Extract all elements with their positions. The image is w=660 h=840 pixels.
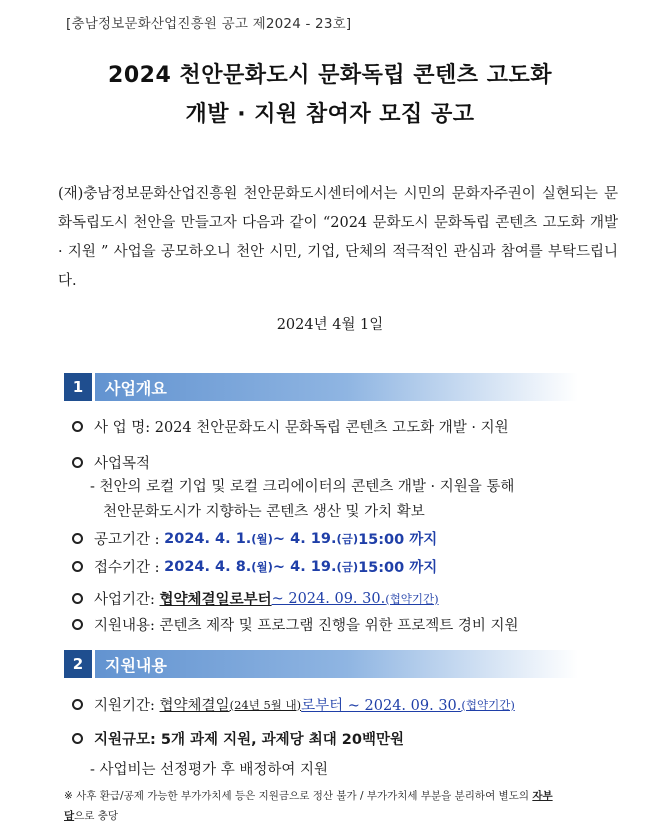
footnote-emphasis-a: 자부 [532,790,553,802]
footnote-prefix: ※ 사후 환급/공제 가능한 부가가치세 등은 지원금으로 정산 불가 / 부가가치세 부분을 분리하여 별도의 [64,790,533,802]
notice-number: [충남정보문화산업진흥원 공고 제2024 - 23호] [66,16,352,32]
project-period-note: (협약기간) [385,591,439,606]
circle-bullet-icon [72,733,83,744]
footnote-suffix: 으로 충당 [74,810,119,822]
support-scale-text: 지원규모: 5개 과제 지원, 과제당 최대 20백만원 [94,732,404,748]
support-note: - 사업비는 선정평가 후 배정하여 지원 [90,762,329,778]
page-title-line2: 개발 · 지원 참여자 모집 공고 [185,102,475,127]
notice-date: 2024년 4월 1일 [276,317,384,333]
list-item-project-period [72,588,439,609]
receipt-period-start: 2024. 4. 8. [164,558,252,575]
section-title: 지원내용 [105,655,167,675]
support-period-note: (협약기간) [461,697,515,712]
intro-paragraph: (재)충남정보문화산업진흥원 천안문화도시센터에서는 시민의 문화자주권이 실현되는 문화독립도시 천안을 만들고자 다음과 같이 “2024 문화도시 문화독립 콘텐츠 고도화 개발 · 지원 ” 사업을 공모하오니 천안 시민, 기업, 단체의 적극적인 관심과 참여를 부탁드립니다. [58,186,618,289]
purpose-label: 사업목적 [94,456,151,472]
project-period-end: ~ 2024. 09. 30. [271,590,386,607]
list-item-notice-period [72,528,437,549]
circle-bullet-icon [72,619,83,630]
circle-bullet-icon [72,421,83,432]
project-name-text: 사 업 명: 2024 천안문화도시 문화독립 콘텐츠 고도화 개발 · 지원 [94,420,509,436]
notice-period-day-end: (금) [336,531,359,546]
receipt-period-day-end: (금) [336,559,359,574]
project-period-start: 협약체결일로부터 [159,592,272,608]
circle-bullet-icon [72,699,83,710]
circle-bullet-icon [72,533,83,544]
notice-period-start: 2024. 4. 1. [164,530,252,547]
purpose-line-1: - 천안의 로컬 기업 및 로컬 크리에이터의 콘텐츠 개발 · 지원을 통해 [90,479,515,495]
list-item-support-content [72,614,519,635]
support-period-end: 로부터 ~ 2024. 09. 30. [301,698,462,714]
section-number: 1 [64,373,95,401]
support-period-label: 지원기간: [94,698,155,714]
notice-period-label: 공고기간 : [94,532,160,548]
list-item-project-name [72,416,509,437]
section-number: 2 [64,650,95,678]
notice-period-end: ~ 4. 19. [272,530,337,547]
footnote-emphasis-b: 담 [64,810,75,822]
circle-bullet-icon [72,561,83,572]
footnote [64,786,604,826]
circle-bullet-icon [72,457,83,468]
support-content-text: 지원내용: 콘텐츠 제작 및 프로그램 진행을 위한 프로젝트 경비 지원 [94,618,519,634]
list-item-support-scale [72,728,404,749]
receipt-period-label: 접수기간 : [94,560,160,576]
support-period-start: 협약체결일 [159,698,230,714]
list-item-receipt-period [72,556,437,577]
list-item-purpose [72,452,150,473]
receipt-period-day-start: (월) [251,559,273,574]
section-header-overview [64,373,578,401]
project-period-label: 사업기간: [94,592,155,608]
notice-period-day-start: (월) [251,531,273,546]
receipt-period-time: 15:00 까지 [358,560,438,576]
notice-period-time: 15:00 까지 [358,532,438,548]
circle-bullet-icon [72,593,83,604]
support-period-month: (24년 5월 내) [229,697,302,712]
purpose-line-2: 천안문화도시가 지향하는 콘텐츠 생산 및 가치 확보 [103,504,425,520]
section-title: 사업개요 [105,378,167,398]
section-header-support [64,650,578,678]
list-item-support-period [72,694,515,715]
receipt-period-end: ~ 4. 19. [272,558,337,575]
page-title-line1: 2024 천안문화도시 문화독립 콘텐츠 고도화 [108,63,552,88]
